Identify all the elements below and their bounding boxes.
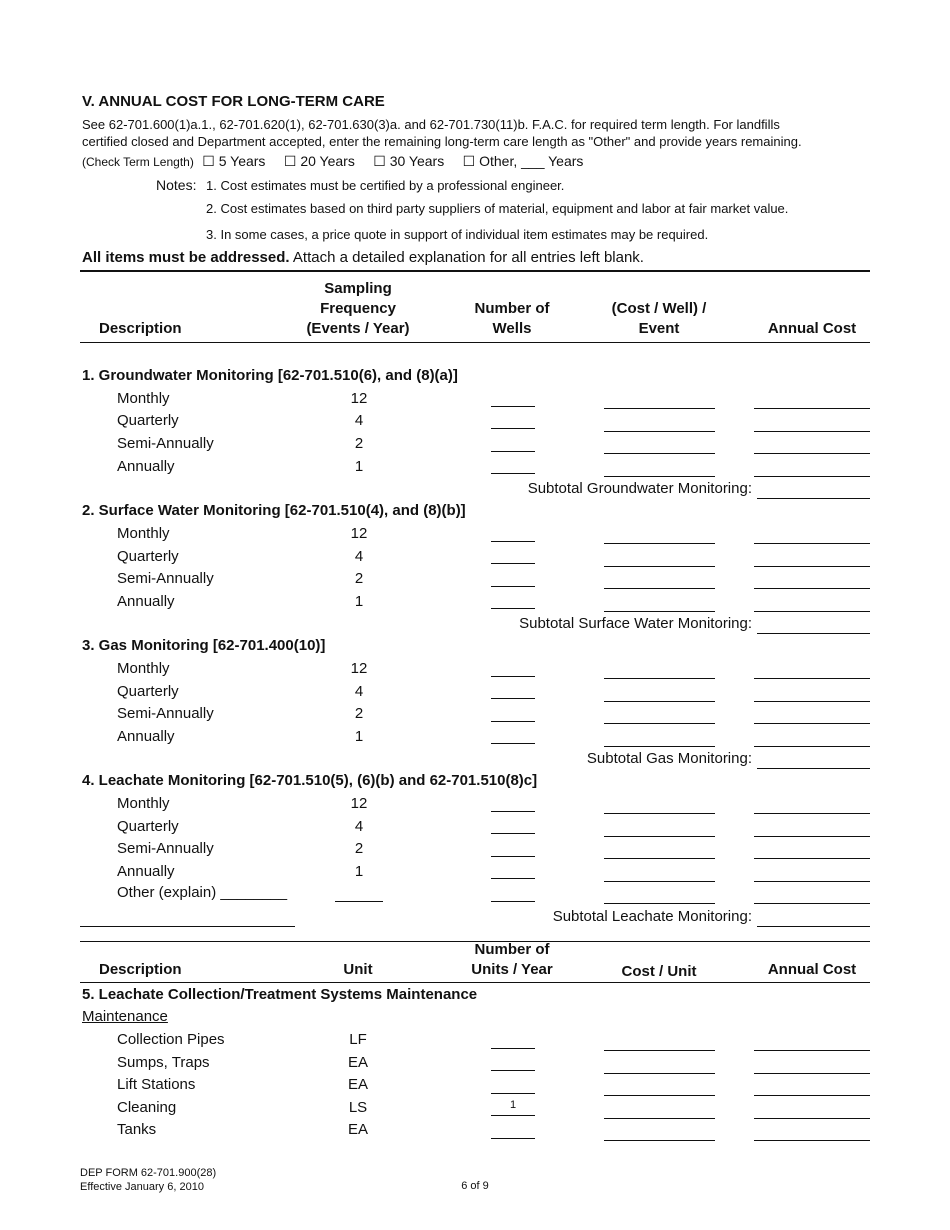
t1-header-annual: Annual Cost	[767, 320, 857, 337]
row-label: Annually	[117, 728, 175, 745]
wells-input[interactable]	[491, 451, 535, 452]
group-1-subtotal-input[interactable]	[757, 498, 870, 499]
cost-input[interactable]	[604, 1118, 715, 1119]
annual-input[interactable]	[754, 611, 870, 612]
annual-input[interactable]	[754, 813, 870, 814]
annual-input[interactable]	[754, 408, 870, 409]
annual-input[interactable]	[754, 701, 870, 702]
wells-input[interactable]	[491, 608, 535, 609]
group-3-subtotal-input[interactable]	[757, 768, 870, 769]
cost-input[interactable]	[604, 543, 715, 544]
term-option-20[interactable]: ☐ 20 Years	[283, 153, 355, 169]
all-items-bold: All items must be addressed.	[82, 249, 290, 266]
row-label: Quarterly	[117, 683, 179, 700]
term-length-row	[82, 153, 583, 171]
row-freq: 12	[350, 525, 368, 542]
t2-row-label: Lift Stations	[117, 1076, 196, 1093]
annual-input[interactable]	[754, 1050, 870, 1051]
row-freq: 1	[354, 458, 364, 475]
other-freq-input[interactable]	[335, 901, 383, 902]
note-2: 2. Cost estimates based on third party suppliers of material, equipment and labor at fair market value.	[206, 201, 789, 216]
t1-header-wells-2: Wells	[492, 320, 532, 337]
row-label: Quarterly	[117, 818, 179, 835]
t2-section-title: 5. Leachate Collection/Treatment Systems Maintenance	[82, 986, 478, 1003]
row-freq: 4	[354, 412, 364, 429]
group-2-title: 2. Surface Water Monitoring [62-701.510(4), and (8)(b)]	[82, 502, 466, 519]
units-input[interactable]	[491, 1093, 535, 1094]
term-option-other[interactable]: ☐ Other, ___ Years	[462, 153, 584, 169]
group-2-subtotal-label: Subtotal Surface Water Monitoring:	[519, 615, 752, 632]
row-label: Monthly	[117, 660, 170, 677]
cost-input[interactable]	[604, 1050, 715, 1051]
wells-input[interactable]	[491, 721, 535, 722]
group-4-title: 4. Leachate Monitoring [62-701.510(5), (6)(b) and 62-701.510(8)c]	[82, 772, 538, 789]
wells-input[interactable]	[491, 541, 535, 542]
t2-header-cost: Cost / Unit	[621, 963, 697, 980]
row-freq: 12	[350, 795, 368, 812]
wells-input[interactable]	[491, 406, 535, 407]
other-explain-continuation[interactable]	[80, 926, 295, 927]
row-label: Quarterly	[117, 548, 179, 565]
group-4-subtotal-label: Subtotal Leachate Monitoring:	[552, 908, 752, 925]
row-freq: 2	[354, 435, 364, 452]
row-freq: 12	[350, 660, 368, 677]
t2-header-units-2: Units / Year	[471, 961, 553, 978]
intro-line-2: certified closed and Department accepted, enter the remaining long-term care length as "Other" and provide years remaining.	[82, 134, 802, 149]
section-heading: V. ANNUAL COST FOR LONG-TERM CARE	[82, 93, 385, 110]
row-label: Annually	[117, 593, 175, 610]
t2-header-description: Description	[99, 961, 182, 978]
wells-input[interactable]	[491, 563, 535, 564]
row-label: Annually	[117, 458, 175, 475]
t2-row-unit: LF	[349, 1031, 367, 1048]
term-option-5[interactable]: ☐ 5 Years	[202, 153, 266, 169]
wells-input[interactable]	[491, 878, 535, 879]
note-3: 3. In some cases, a price quote in support of individual item estimates may be required.	[206, 227, 709, 242]
annual-input[interactable]	[754, 476, 870, 477]
wells-input[interactable]	[491, 698, 535, 699]
t2-row-unit: EA	[347, 1054, 368, 1071]
t1-header-sampling-3: (Events / Year)	[306, 320, 410, 337]
cost-input[interactable]	[604, 408, 715, 409]
wells-input[interactable]	[491, 833, 535, 834]
group-3-title: 3. Gas Monitoring [62-701.400(10)]	[82, 637, 326, 654]
t2-row-label: Tanks	[117, 1121, 157, 1138]
wells-input[interactable]	[491, 428, 535, 429]
cost-input[interactable]	[604, 431, 715, 432]
group-1-title: 1. Groundwater Monitoring [62-701.510(6), and (8)(a)]	[82, 367, 458, 384]
wells-input[interactable]	[491, 901, 535, 902]
intro-line-1: See 62-701.600(1)a.1., 62-701.620(1), 62-701.630(3)a. and 62-701.730(11)b. F.A.C. for required term length. For landfills	[82, 117, 780, 132]
cost-input[interactable]	[604, 746, 715, 747]
row-label: Monthly	[117, 390, 170, 407]
annual-input[interactable]	[754, 678, 870, 679]
t1-header-wells-1: Number of	[474, 300, 550, 317]
annual-input[interactable]	[754, 858, 870, 859]
all-items-rest: Attach a detailed explanation for all entries left blank.	[289, 249, 644, 266]
row-freq: 2	[354, 705, 364, 722]
row-label: Semi-Annually	[117, 705, 214, 722]
wells-input[interactable]	[491, 586, 535, 587]
annual-input[interactable]	[754, 881, 870, 882]
t1-header-sampling-1: Sampling	[324, 280, 392, 297]
t2-header-unit: Unit	[343, 961, 373, 978]
wells-input[interactable]	[491, 811, 535, 812]
t1-header-rule	[80, 342, 870, 343]
row-freq: 12	[350, 390, 368, 407]
row-label: Semi-Annually	[117, 435, 214, 452]
wells-input[interactable]	[491, 473, 535, 474]
group-3-subtotal-label: Subtotal Gas Monitoring:	[586, 750, 752, 767]
cost-input[interactable]	[604, 611, 715, 612]
cost-input[interactable]	[604, 1095, 715, 1096]
cost-input[interactable]	[604, 566, 715, 567]
t2-header-rule	[80, 982, 870, 983]
t2-row-unit: LS	[348, 1099, 368, 1116]
group-2-subtotal-input[interactable]	[757, 633, 870, 634]
notes-label: Notes:	[156, 177, 197, 193]
t2-row-unit: EA	[347, 1121, 368, 1138]
cost-input[interactable]	[604, 453, 715, 454]
term-option-30[interactable]: ☐ 30 Years	[373, 153, 445, 169]
note-1: 1. Cost estimates must be certified by a professional engineer.	[206, 178, 565, 193]
t2-row-label: Cleaning	[117, 1099, 177, 1116]
row-label: Semi-Annually	[117, 570, 214, 587]
cost-input[interactable]	[604, 813, 715, 814]
annual-input[interactable]	[754, 566, 870, 567]
row-freq: 1	[354, 863, 364, 880]
row-freq: 4	[354, 818, 364, 835]
footer-form: DEP FORM 62-701.900(28)	[80, 1167, 217, 1179]
t2-header-annual: Annual Cost	[767, 961, 857, 978]
t2-header-units-1: Number of	[474, 941, 550, 958]
units-input[interactable]	[491, 1115, 535, 1116]
annual-input[interactable]	[754, 723, 870, 724]
annual-input[interactable]	[754, 1073, 870, 1074]
cost-input[interactable]	[604, 476, 715, 477]
cost-input[interactable]	[604, 881, 715, 882]
row-label: Monthly	[117, 525, 170, 542]
page-number: 6 of 9	[461, 1180, 489, 1192]
units-input[interactable]	[491, 1138, 535, 1139]
annual-input[interactable]	[754, 836, 870, 837]
group-1-subtotal-label: Subtotal Groundwater Monitoring:	[527, 480, 752, 497]
cost-input[interactable]	[604, 723, 715, 724]
units-input[interactable]	[491, 1070, 535, 1071]
other-explain-label: Other (explain) ________	[117, 884, 288, 901]
cost-input[interactable]	[604, 858, 715, 859]
row-freq: 2	[354, 570, 364, 587]
row-label: Quarterly	[117, 412, 179, 429]
annual-input[interactable]	[754, 1140, 870, 1141]
row-freq: 4	[354, 548, 364, 565]
group-4-subtotal-input[interactable]	[757, 926, 870, 927]
cost-input[interactable]	[604, 903, 715, 904]
t1-header-cost-1: (Cost / Well) /	[611, 300, 707, 317]
top-rule	[80, 270, 870, 272]
wells-input[interactable]	[491, 743, 535, 744]
t1-header-description: Description	[99, 320, 182, 337]
row-freq: 2	[354, 840, 364, 857]
t1-header-cost-2: Event	[638, 320, 680, 337]
term-prefix: (Check Term Length)	[82, 155, 194, 169]
t2-row-label: Sumps, Traps	[117, 1054, 210, 1071]
annual-input[interactable]	[754, 1095, 870, 1096]
annual-input[interactable]	[754, 1118, 870, 1119]
row-freq: 1	[354, 593, 364, 610]
annual-input[interactable]	[754, 543, 870, 544]
cost-input[interactable]	[604, 1140, 715, 1141]
cost-input[interactable]	[604, 701, 715, 702]
units-value: 1	[509, 1099, 517, 1111]
wells-input[interactable]	[491, 856, 535, 857]
footer-effective: Effective January 6, 2010	[80, 1181, 204, 1193]
cost-input[interactable]	[604, 678, 715, 679]
annual-input[interactable]	[754, 453, 870, 454]
row-label: Semi-Annually	[117, 840, 214, 857]
cost-input[interactable]	[604, 836, 715, 837]
t2-row-label: Collection Pipes	[117, 1031, 225, 1048]
t2-row-unit: EA	[347, 1076, 368, 1093]
cost-input[interactable]	[604, 1073, 715, 1074]
row-label: Monthly	[117, 795, 170, 812]
row-label: Annually	[117, 863, 175, 880]
t2-subheading: Maintenance	[82, 1008, 168, 1025]
annual-input[interactable]	[754, 903, 870, 904]
annual-input[interactable]	[754, 588, 870, 589]
row-freq: 1	[354, 728, 364, 745]
cost-input[interactable]	[604, 588, 715, 589]
t1-header-sampling-2: Frequency	[320, 300, 396, 317]
units-input[interactable]	[491, 1048, 535, 1049]
annual-input[interactable]	[754, 431, 870, 432]
all-items-line	[82, 249, 644, 266]
wells-input[interactable]	[491, 676, 535, 677]
row-freq: 4	[354, 683, 364, 700]
annual-input[interactable]	[754, 746, 870, 747]
